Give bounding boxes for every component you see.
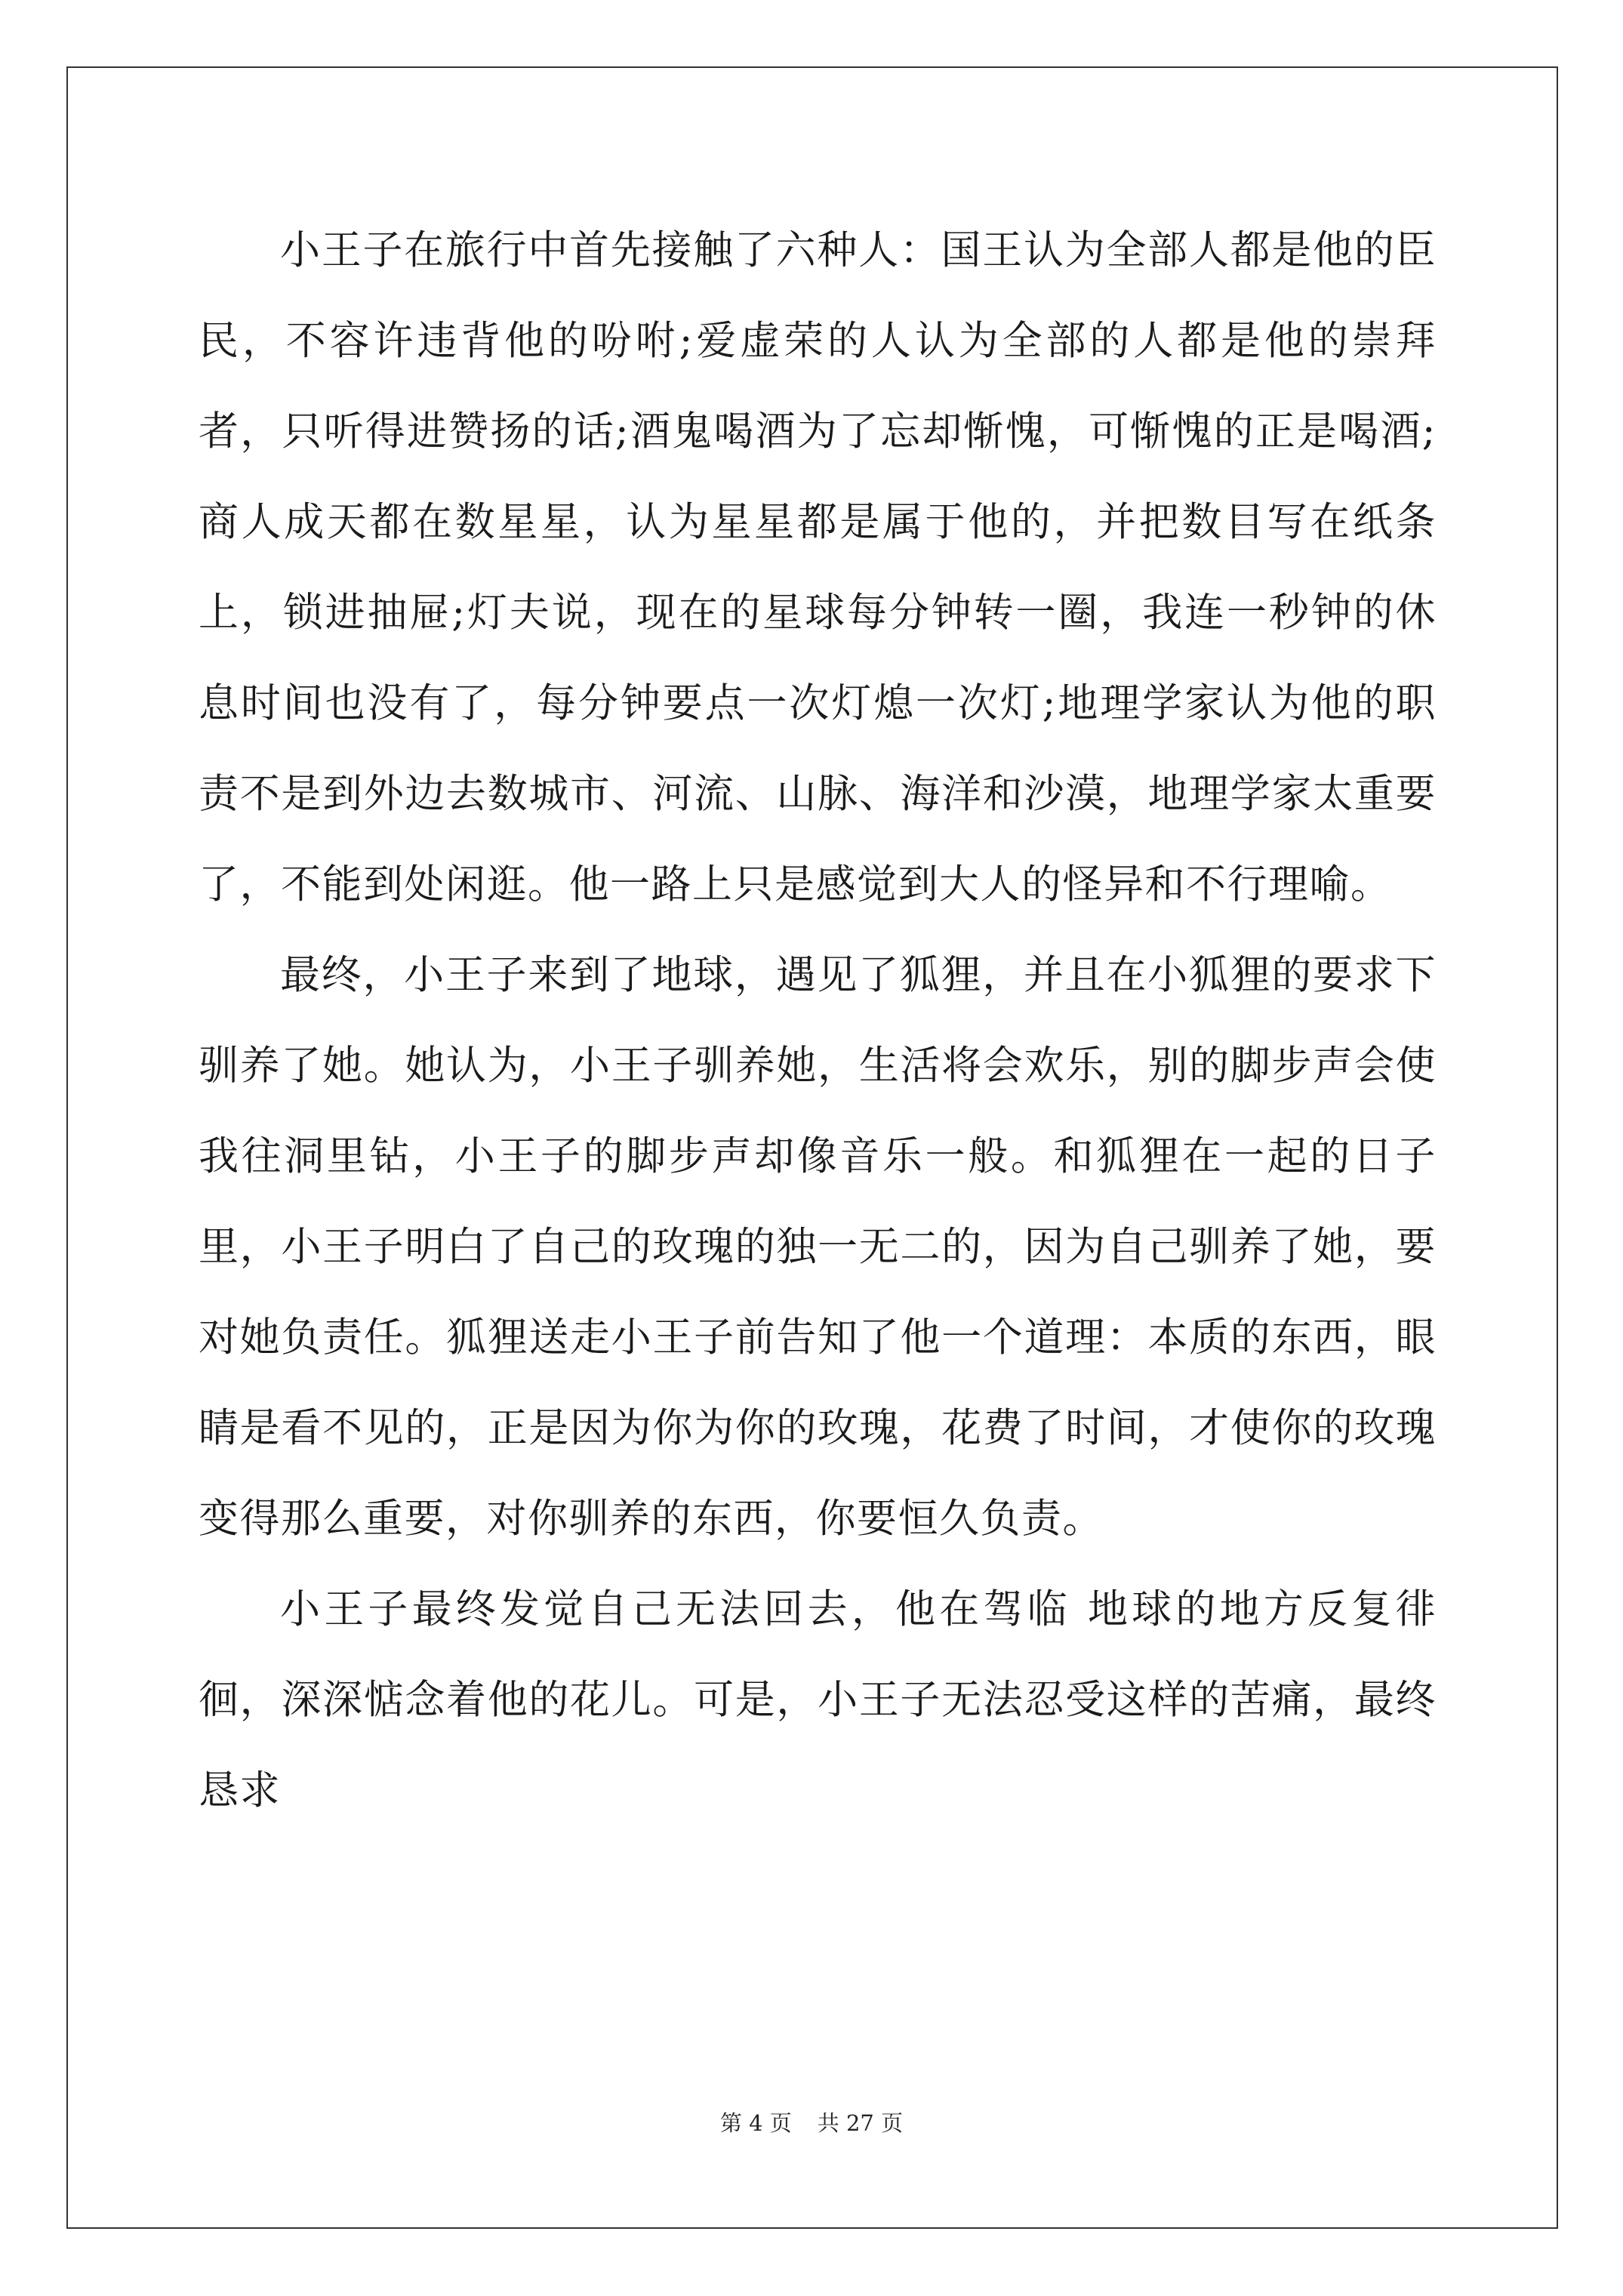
document-body	[199, 205, 1437, 1836]
page-number: 第 4 页	[719, 2110, 792, 2136]
page-footer	[0, 2108, 1623, 2138]
paragraph-3: 小王子最终发觉自己无法回去，他在驾临 地球的地方反复徘徊，深深惦念着他的花儿。可是，小王子无法忍受这样的苦痛，最终恳求	[199, 1586, 1437, 1814]
paragraph-2: 最终，小王子来到了地球，遇见了狐狸，并且在小狐狸的要求下驯养了她。她认为，小王子驯养她，生活将会欢乐，别的脚步声会使我往洞里钻，小王子的脚步声却像音乐一般。和狐狸在一起的日子里，小王子明白了自己的玫瑰的独一无二的，因为自己驯养了她，要对她负责任。狐狸送走小王子前告知了他一个道理：本质的东西，眼睛是看不见的，正是因为你为你的玫瑰，花费了时间，才使你的玫瑰变得那么重要，对你驯养的东西，你要恒久负责。	[199, 952, 1437, 1542]
paragraph-1: 小王子在旅行中首先接触了六种人：国王认为全部人都是他的臣民，不容许违背他的吩咐;爱虚荣的人认为全部的人都是他的崇拜者，只听得进赞扬的话;酒鬼喝酒为了忘却惭愧，可惭愧的正是喝酒;商人成天都在数星星，认为星星都是属于他的，并把数目写在纸条上，锁进抽屉;灯夫说，现在的星球每分钟转一圈，我连一秒钟的休息时间也没有了，每分钟要点一次灯熄一次灯;地理学家认为他的职责不是到外边去数城市、河流、山脉、海洋和沙漠，地理学家太重要了，不能到处闲逛。他一路上只是感觉到大人的怪异和不行理喻。	[199, 227, 1437, 908]
page-total: 共 27 页	[817, 2110, 904, 2136]
